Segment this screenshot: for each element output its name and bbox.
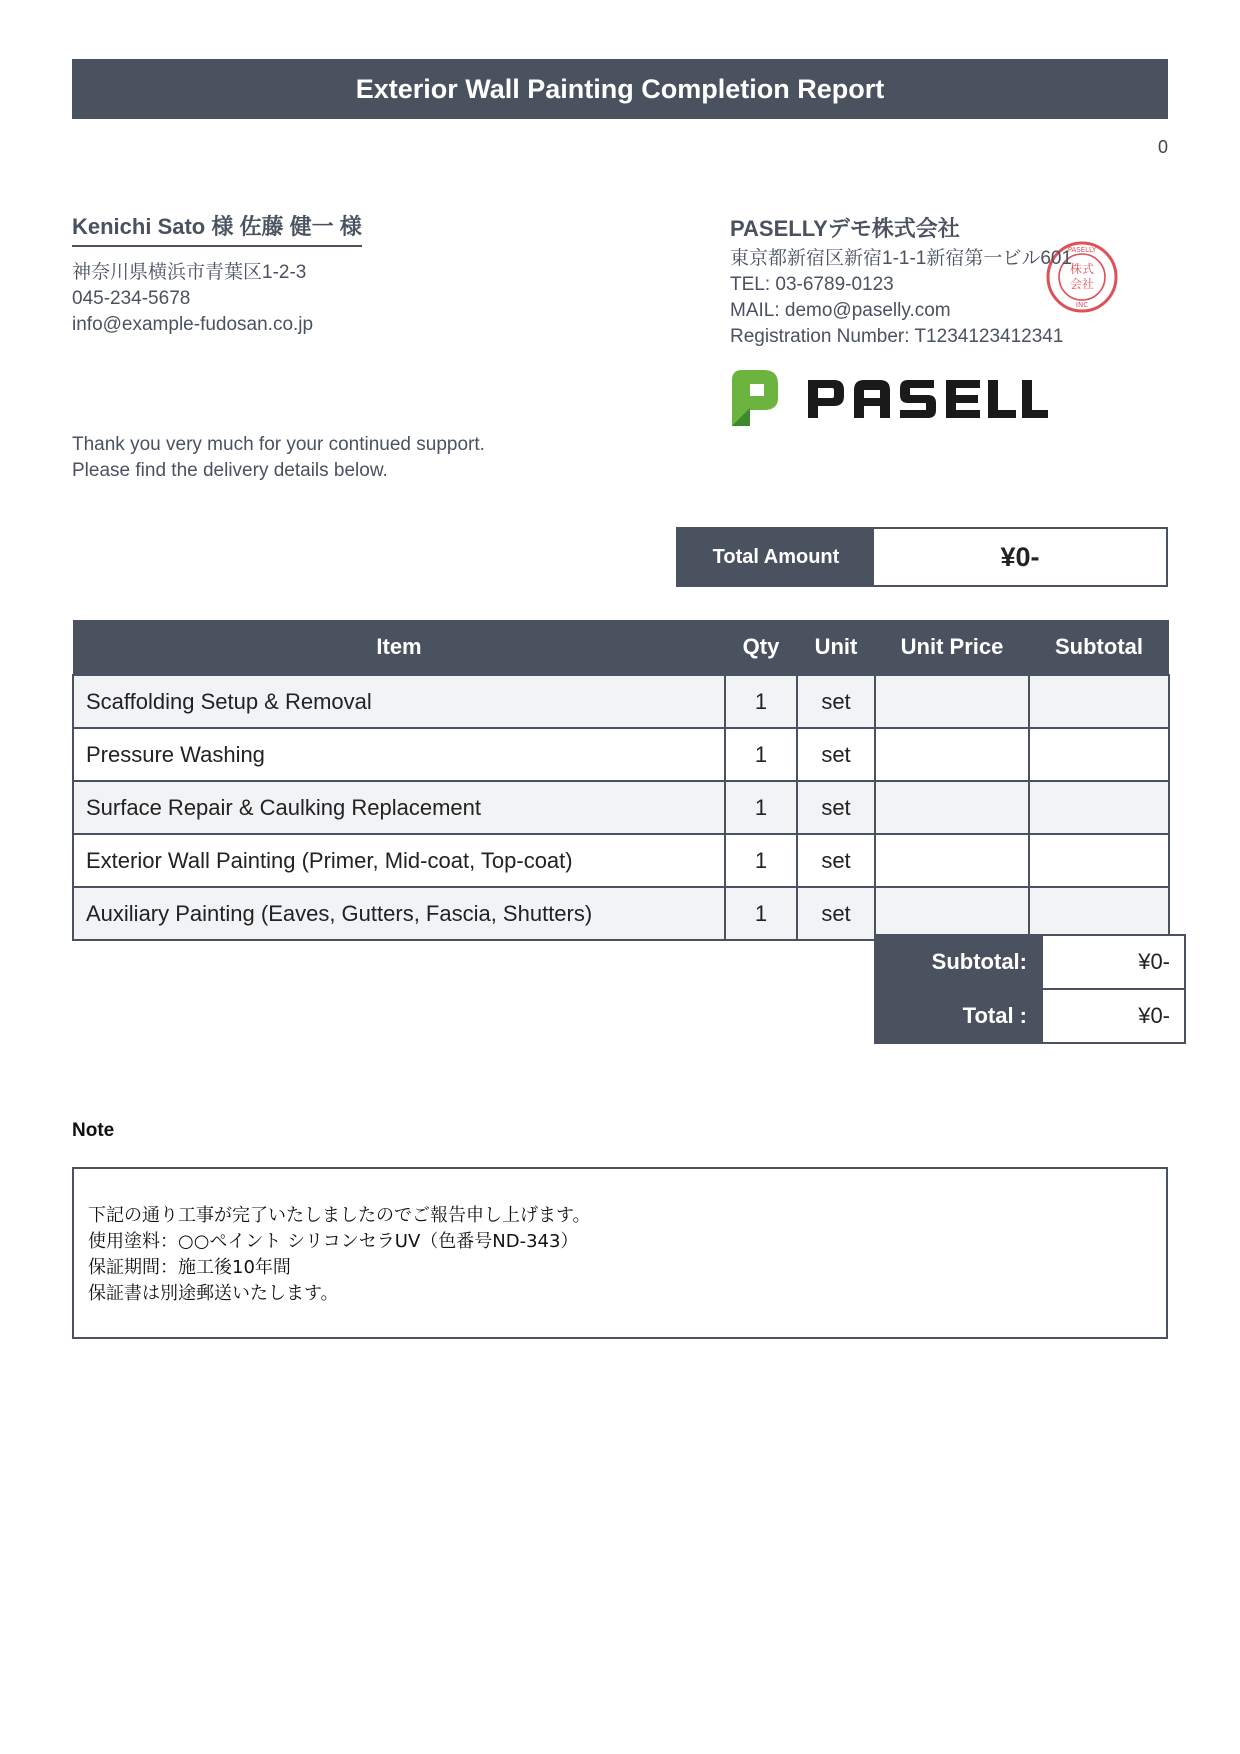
recipient-info <box>72 260 313 338</box>
table-row <box>73 675 1169 728</box>
row-qty: 1 <box>725 728 797 781</box>
table-row <box>73 887 1169 940</box>
items-table <box>72 620 1170 941</box>
paselly-logo <box>730 368 1060 428</box>
document-number: 0 <box>1157 137 1168 157</box>
row-item: Exterior Wall Painting (Primer, Mid-coat, Top-coat) <box>73 834 725 887</box>
company-name: PASELLYデモ株式会社 <box>730 216 960 241</box>
row-unit-price <box>875 887 1029 940</box>
row-unit-price <box>875 675 1029 728</box>
company-address: 東京都新宿区新宿1-1-1新宿第一ビル601 <box>730 248 1073 269</box>
greeting-line-1: Thank you very much for your continued support. <box>72 434 485 455</box>
row-unit: set <box>797 781 875 834</box>
note-box <box>72 1167 1168 1339</box>
company-mail: MAIL: demo@paselly.com <box>730 300 951 321</box>
header-item: Item <box>73 620 725 675</box>
total-amount-box <box>676 527 1168 587</box>
header-unit: Unit <box>797 620 875 675</box>
svg-text:PASELLY: PASELLY <box>1067 246 1097 254</box>
company-registration: Registration Number: T1234123412341 <box>730 326 1064 347</box>
svg-text:会社: 会社 <box>1069 277 1095 291</box>
row-item: Scaffolding Setup & Removal <box>73 675 725 728</box>
company-info <box>730 246 1072 350</box>
header-qty: Qty <box>725 620 797 675</box>
row-unit: set <box>797 728 875 781</box>
header-unit-price: Unit Price <box>875 620 1029 675</box>
table-row <box>73 781 1169 834</box>
subtotal-value: ¥0- <box>1042 935 1185 989</box>
totals-table <box>874 934 1186 1044</box>
row-subtotal <box>1029 728 1169 781</box>
row-subtotal <box>1029 781 1169 834</box>
total-label: Total : <box>875 989 1042 1043</box>
row-qty: 1 <box>725 887 797 940</box>
subtotal-label: Subtotal: <box>875 935 1042 989</box>
recipient-email: info@example-fudosan.co.jp <box>72 314 314 335</box>
row-unit-price <box>875 728 1029 781</box>
greeting-line-2: Please find the delivery details below. <box>72 460 388 481</box>
row-unit-price <box>875 781 1029 834</box>
table-row <box>73 728 1169 781</box>
subtotal-row <box>875 935 1185 989</box>
table-row <box>73 834 1169 887</box>
svg-text:株式: 株式 <box>1069 262 1095 276</box>
total-row <box>875 989 1185 1043</box>
recipient-name: Kenichi Sato 様 佐藤 健一 様 <box>72 210 362 247</box>
row-qty: 1 <box>725 675 797 728</box>
row-subtotal <box>1029 834 1169 887</box>
row-qty: 1 <box>725 834 797 887</box>
total-amount-label: Total Amount <box>678 529 874 585</box>
items-table-header <box>73 620 1169 675</box>
note-line: 保証書は別途郵送いたします。 <box>88 1283 339 1304</box>
row-subtotal <box>1029 675 1169 728</box>
row-item: Surface Repair & Caulking Replacement <box>73 781 725 834</box>
total-value: ¥0- <box>1042 989 1185 1043</box>
note-label: Note <box>72 1120 115 1141</box>
row-unit: set <box>797 675 875 728</box>
row-item: Pressure Washing <box>73 728 725 781</box>
row-subtotal <box>1029 887 1169 940</box>
row-qty: 1 <box>725 781 797 834</box>
row-unit-price <box>875 834 1029 887</box>
note-line: 下記の通り工事が完了いたしましたのでご報告申し上げます。 <box>88 1205 591 1226</box>
recipient-phone: 045-234-5678 <box>72 288 191 309</box>
document-title-bar <box>72 59 1168 119</box>
total-amount-value: ¥0- <box>1000 541 1040 572</box>
company-tel: TEL: 03-6789-0123 <box>730 274 894 295</box>
greeting <box>72 432 485 484</box>
svg-text:INC: INC <box>1075 301 1089 309</box>
svg-text:PASELLY: PASELLY <box>730 368 735 369</box>
header-subtotal: Subtotal <box>1029 620 1169 675</box>
recipient-address: 神奈川県横浜市青葉区1-2-3 <box>72 262 307 283</box>
document-title: Exterior Wall Painting Completion Report <box>355 73 885 104</box>
row-item: Auxiliary Painting (Eaves, Gutters, Fascia, Shutters) <box>73 887 725 940</box>
note-line: 使用塗料：○○ペイント シリコンセラUV（色番号ND-343） <box>88 1231 579 1252</box>
row-unit: set <box>797 834 875 887</box>
note-line: 保証期間：施工後10年間 <box>88 1257 291 1278</box>
row-unit: set <box>797 887 875 940</box>
